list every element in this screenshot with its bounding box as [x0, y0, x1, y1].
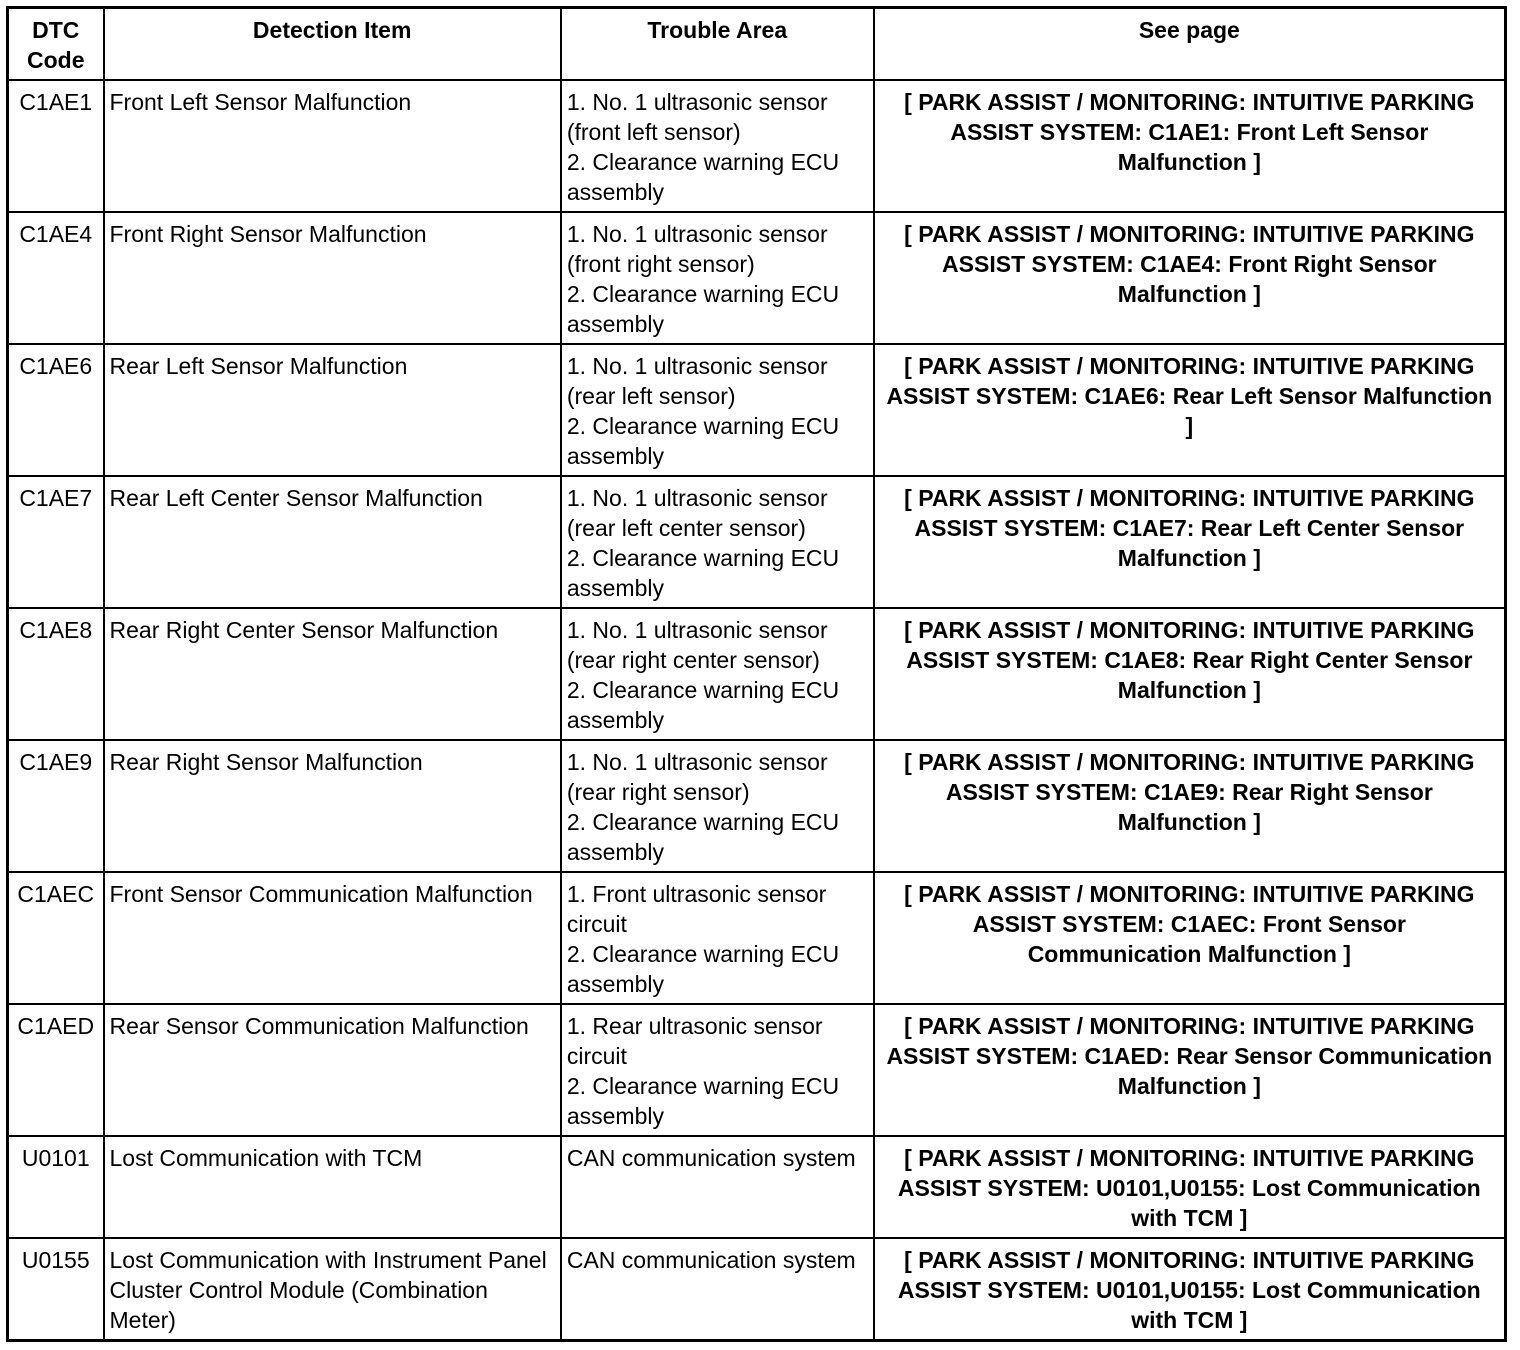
table-row — [8, 212, 1506, 344]
header-trouble-area: Trouble Area — [561, 8, 874, 81]
see-page-link[interactable]: [ PARK ASSIST / MONITORING: INTUITIVE PARKING ASSIST SYSTEM: C1AE6: Rear Left Sensor Malfunction ] — [874, 344, 1506, 476]
see-page-link[interactable]: [ PARK ASSIST / MONITORING: INTUITIVE PARKING ASSIST SYSTEM: U0101,U0155: Lost Communication with TCM ] — [874, 1238, 1506, 1341]
table-row — [8, 1238, 1506, 1341]
trouble-area-line: 2. Clearance warning ECU assembly — [566, 149, 840, 205]
dtc-code-cell: C1AE4 — [8, 212, 104, 344]
table-row — [8, 1004, 1506, 1136]
see-page-link[interactable]: [ PARK ASSIST / MONITORING: INTUITIVE PARKING ASSIST SYSTEM: C1AE7: Rear Left Center Sensor Malfunction ] — [874, 476, 1506, 608]
trouble-area-line: 2. Clearance warning ECU assembly — [566, 413, 840, 469]
dtc-code-cell: U0155 — [8, 1238, 104, 1341]
table-row — [8, 872, 1506, 1004]
trouble-area-line: 2. Clearance warning ECU assembly — [566, 1073, 840, 1129]
see-page-link[interactable]: [ PARK ASSIST / MONITORING: INTUITIVE PARKING ASSIST SYSTEM: U0101,U0155: Lost Communication with TCM ] — [874, 1136, 1506, 1238]
header-row — [8, 8, 1506, 81]
trouble-area-cell — [561, 1136, 874, 1238]
trouble-area-cell — [561, 212, 874, 344]
dtc-code-cell: C1AED — [8, 1004, 104, 1136]
see-page-link[interactable]: [ PARK ASSIST / MONITORING: INTUITIVE PARKING ASSIST SYSTEM: C1AED: Rear Sensor Communication Malfunction ] — [874, 1004, 1506, 1136]
trouble-area-cell — [561, 608, 874, 740]
detection-item-cell: Lost Communication with TCM — [104, 1136, 561, 1238]
table-row — [8, 740, 1506, 872]
see-page-link[interactable]: [ PARK ASSIST / MONITORING: INTUITIVE PARKING ASSIST SYSTEM: C1AE4: Front Right Sensor Malfunction ] — [874, 212, 1506, 344]
detection-item-cell: Front Right Sensor Malfunction — [104, 212, 561, 344]
dtc-code-cell: C1AE1 — [8, 80, 104, 212]
trouble-area-line: 1. No. 1 ultrasonic sensor (rear right sensor) — [566, 749, 828, 805]
table-row — [8, 80, 1506, 212]
detection-item-cell: Rear Right Sensor Malfunction — [104, 740, 561, 872]
dtc-code-cell: C1AE7 — [8, 476, 104, 608]
trouble-area-cell — [561, 1238, 874, 1341]
dtc-code-cell: U0101 — [8, 1136, 104, 1238]
see-page-link[interactable]: [ PARK ASSIST / MONITORING: INTUITIVE PARKING ASSIST SYSTEM: C1AE9: Rear Right Sensor Malfunction ] — [874, 740, 1506, 872]
trouble-area-line: 1. No. 1 ultrasonic sensor (rear right center sensor) — [566, 617, 828, 673]
table-row — [8, 476, 1506, 608]
dtc-code-cell: C1AE9 — [8, 740, 104, 872]
header-see-page: See page — [874, 8, 1506, 81]
detection-item-cell: Front Sensor Communication Malfunction — [104, 872, 561, 1004]
trouble-area-cell — [561, 344, 874, 476]
trouble-area-line: CAN communication system — [566, 1145, 856, 1171]
table-row — [8, 344, 1506, 476]
trouble-area-cell — [561, 476, 874, 608]
dtc-code-cell: C1AE8 — [8, 608, 104, 740]
trouble-area-line: 1. No. 1 ultrasonic sensor (front left sensor) — [566, 89, 828, 145]
see-page-link[interactable]: [ PARK ASSIST / MONITORING: INTUITIVE PARKING ASSIST SYSTEM: C1AEC: Front Sensor Communication Malfunction ] — [874, 872, 1506, 1004]
table-row — [8, 608, 1506, 740]
trouble-area-cell — [561, 80, 874, 212]
detection-item-cell: Rear Left Center Sensor Malfunction — [104, 476, 561, 608]
see-page-link[interactable]: [ PARK ASSIST / MONITORING: INTUITIVE PARKING ASSIST SYSTEM: C1AE1: Front Left Sensor Malfunction ] — [874, 80, 1506, 212]
trouble-area-cell — [561, 872, 874, 1004]
dtc-code-cell: C1AE6 — [8, 344, 104, 476]
header-dtc-code: DTC Code — [8, 8, 104, 81]
trouble-area-line: 2. Clearance warning ECU assembly — [566, 941, 840, 997]
detection-item-cell: Front Left Sensor Malfunction — [104, 80, 561, 212]
trouble-area-line: 1. Rear ultrasonic sensor circuit — [566, 1013, 823, 1069]
detection-item-cell: Rear Right Center Sensor Malfunction — [104, 608, 561, 740]
detection-item-cell: Lost Communication with Instrument Panel Cluster Control Module (Combination Meter) — [104, 1238, 561, 1341]
detection-item-cell: Rear Sensor Communication Malfunction — [104, 1004, 561, 1136]
trouble-area-line: CAN communication system — [566, 1247, 856, 1273]
header-detection-item: Detection Item — [104, 8, 561, 81]
dtc-code-cell: C1AEC — [8, 872, 104, 1004]
trouble-area-line: 2. Clearance warning ECU assembly — [566, 809, 840, 865]
trouble-area-line: 2. Clearance warning ECU assembly — [566, 281, 840, 337]
trouble-area-line: 1. No. 1 ultrasonic sensor (front right sensor) — [566, 221, 828, 277]
trouble-area-line: 1. No. 1 ultrasonic sensor (rear left sensor) — [566, 353, 828, 409]
table-row — [8, 1136, 1506, 1238]
detection-item-cell: Rear Left Sensor Malfunction — [104, 344, 561, 476]
dtc-table — [6, 6, 1507, 1342]
trouble-area-cell — [561, 1004, 874, 1136]
trouble-area-line: 1. No. 1 ultrasonic sensor (rear left center sensor) — [566, 485, 828, 541]
trouble-area-line: 2. Clearance warning ECU assembly — [566, 677, 840, 733]
see-page-link[interactable]: [ PARK ASSIST / MONITORING: INTUITIVE PARKING ASSIST SYSTEM: C1AE8: Rear Right Center Sensor Malfunction ] — [874, 608, 1506, 740]
trouble-area-cell — [561, 740, 874, 872]
trouble-area-line: 1. Front ultrasonic sensor circuit — [566, 881, 827, 937]
trouble-area-line: 2. Clearance warning ECU assembly — [566, 545, 840, 601]
